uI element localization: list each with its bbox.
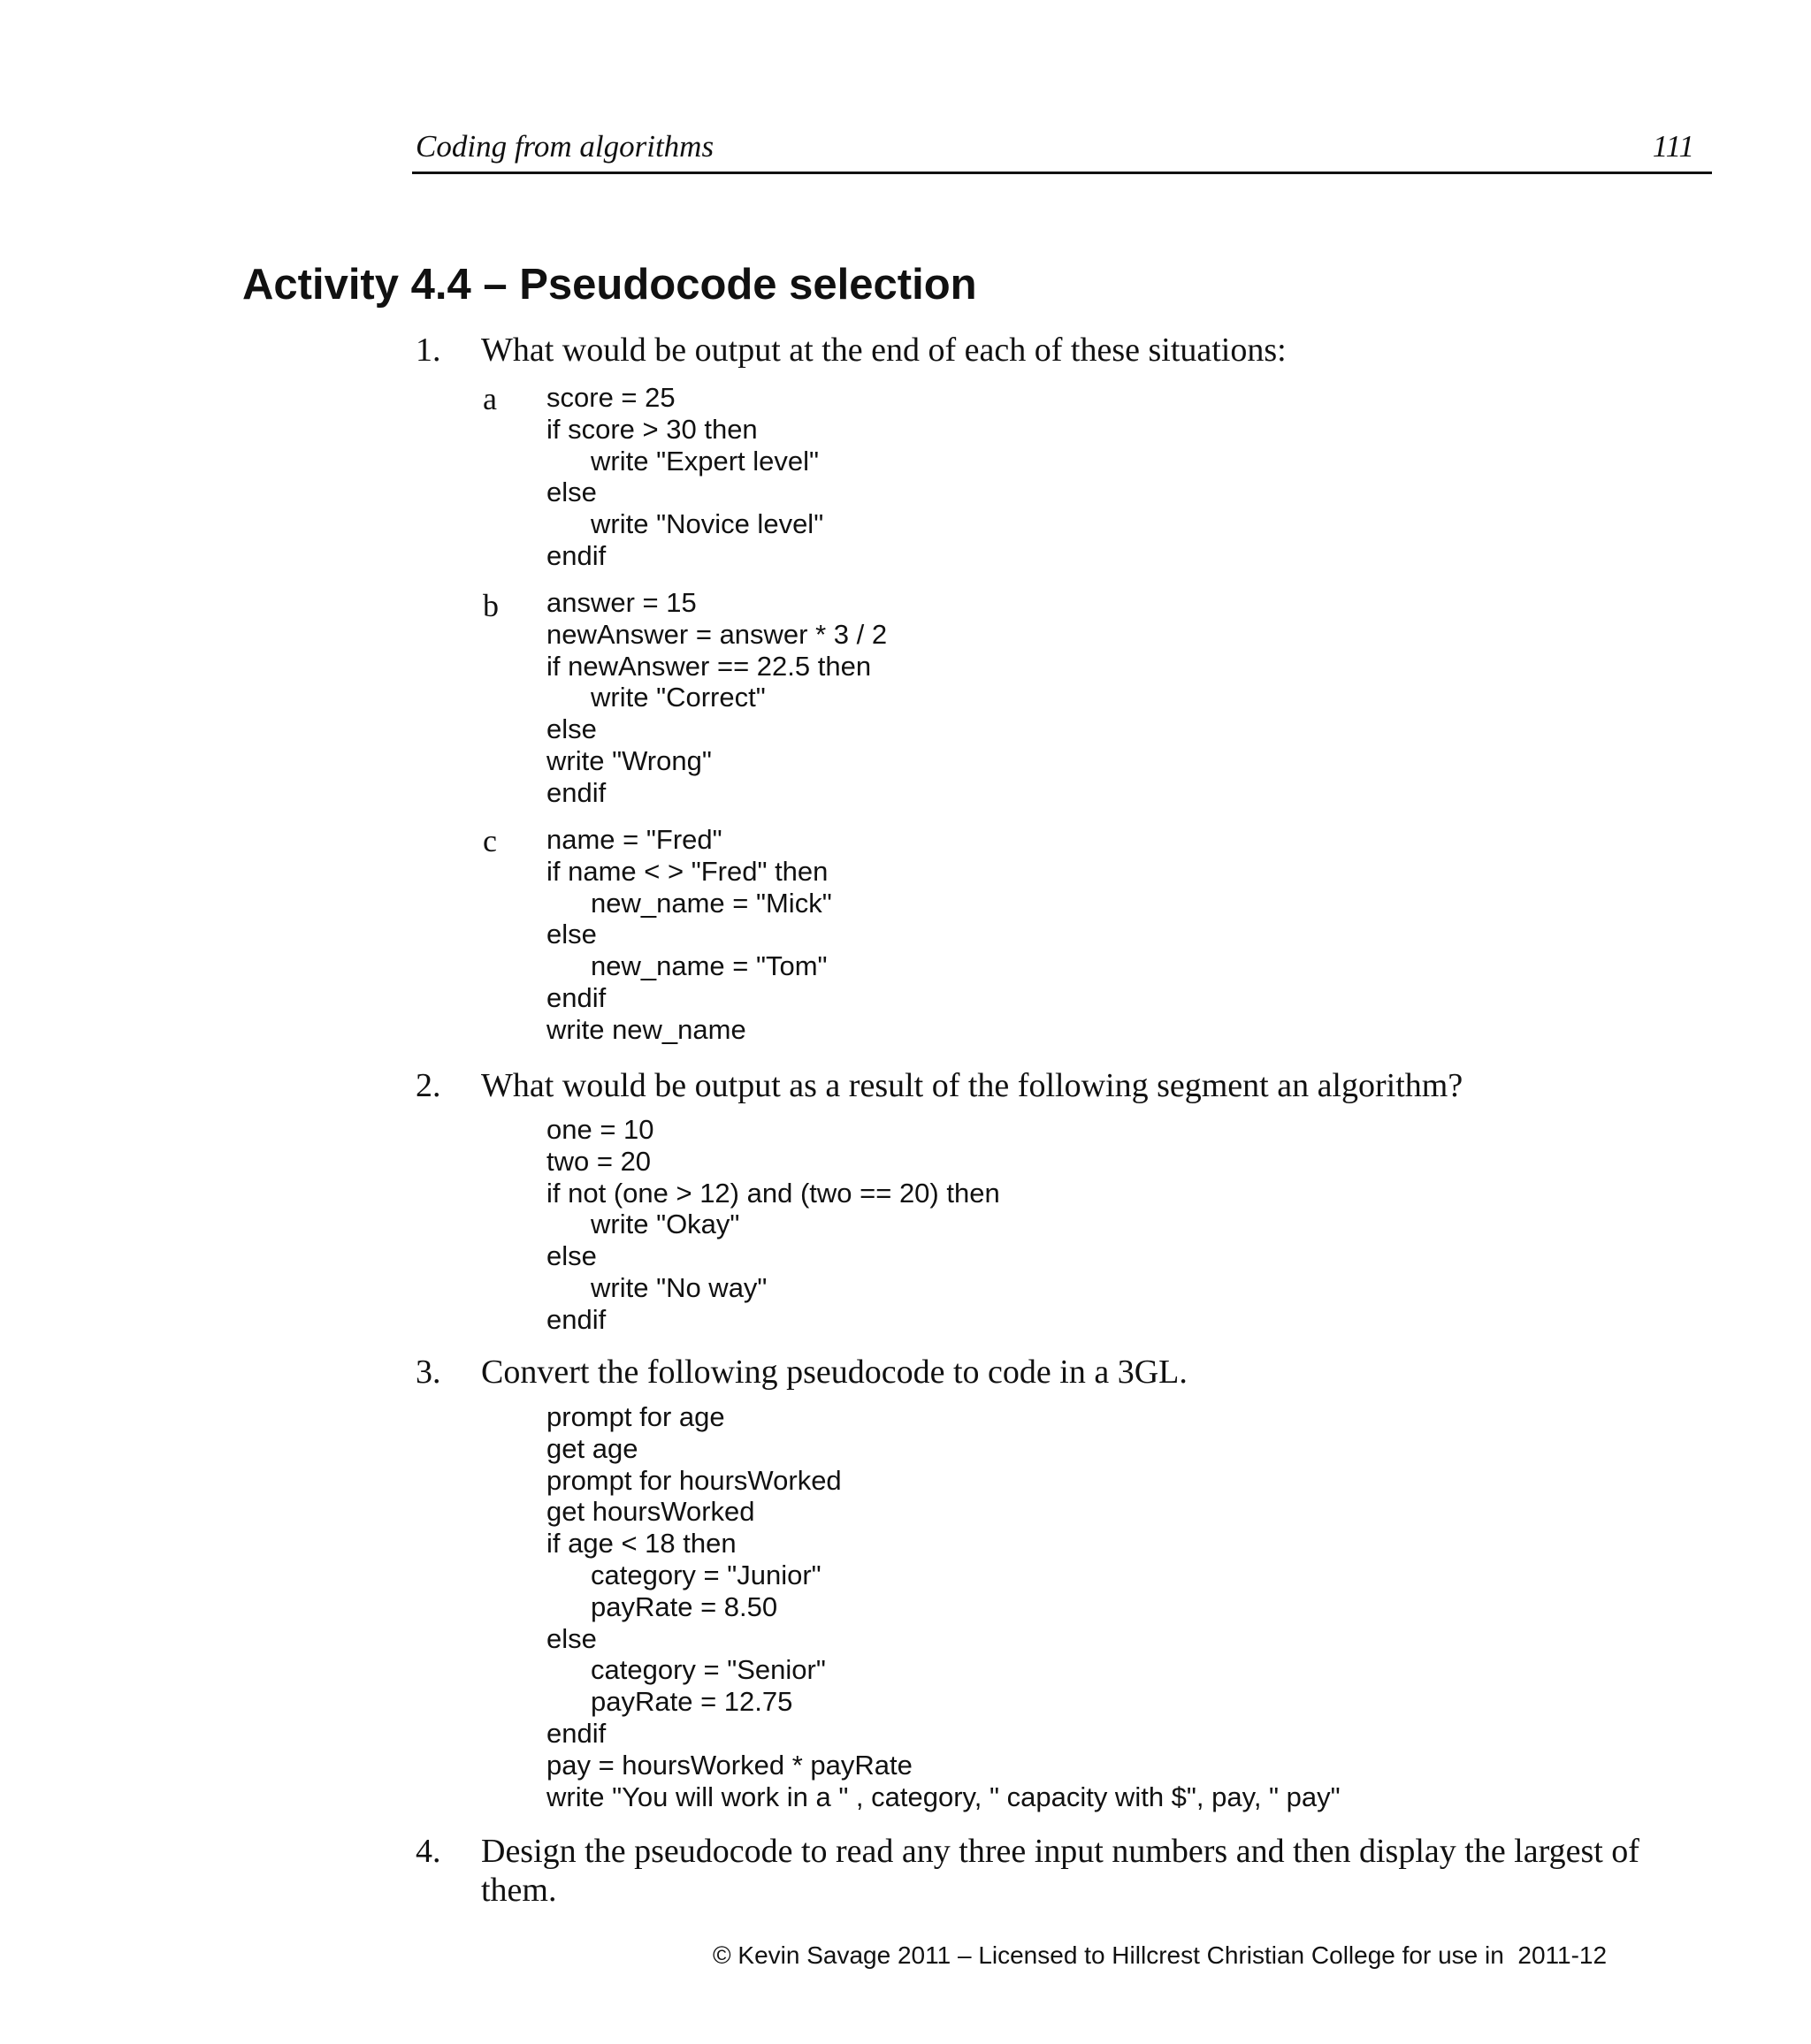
code-line: category = "Junior" bbox=[591, 1559, 821, 1590]
code-line: new_name = "Mick" bbox=[591, 887, 832, 919]
code-line: endif bbox=[546, 1303, 607, 1335]
question-text: What would be output at the end of each of these situations: bbox=[481, 332, 1287, 369]
code-line: prompt for hoursWorked bbox=[546, 1464, 842, 1496]
question-text: What would be output as a result of the following segment an algorithm? bbox=[481, 1067, 1463, 1104]
code-line: if name < > "Fred" then bbox=[546, 855, 829, 887]
code-line: else bbox=[546, 477, 597, 508]
code-block-1b bbox=[546, 587, 887, 809]
code-line: if newAnswer == 22.5 then bbox=[546, 650, 872, 682]
code-block-1c bbox=[546, 824, 832, 1046]
code-block-3 bbox=[546, 1401, 1341, 1812]
code-line: name = "Fred" bbox=[546, 824, 722, 855]
code-line: if age < 18 then bbox=[546, 1528, 737, 1560]
code-line: payRate = 12.75 bbox=[591, 1686, 793, 1718]
code-line: score = 25 bbox=[546, 382, 676, 413]
question-text: Convert the following pseudocode to code in a 3GL. bbox=[481, 1354, 1188, 1391]
code-line: two = 20 bbox=[546, 1145, 652, 1177]
code-line: else bbox=[546, 1622, 597, 1654]
code-line: get hoursWorked bbox=[546, 1496, 755, 1528]
code-line: write "Novice level" bbox=[591, 508, 824, 540]
code-line: payRate = 8.50 bbox=[591, 1590, 778, 1622]
code-line: one = 10 bbox=[546, 1114, 654, 1145]
question-number: 1. bbox=[416, 332, 441, 369]
question-number: 2. bbox=[416, 1067, 441, 1104]
code-line: if not (one > 12) and (two == 20) then bbox=[546, 1177, 1000, 1209]
code-line: write "You will work in a " , category, " capacity with $", pay, " pay" bbox=[546, 1781, 1341, 1812]
code-line: endif bbox=[546, 539, 607, 571]
code-block-2 bbox=[546, 1114, 1000, 1336]
question-number: 4. bbox=[416, 1833, 441, 1870]
part-label-c: c bbox=[483, 823, 497, 858]
code-line: write "No way" bbox=[591, 1271, 768, 1303]
code-line: new_name = "Tom" bbox=[591, 950, 828, 982]
code-block-1a bbox=[546, 382, 823, 572]
question-text: Design the pseudocode to read any three input numbers and then display the largest of them. bbox=[481, 1833, 1639, 1909]
question-number: 3. bbox=[416, 1354, 441, 1391]
code-line: else bbox=[546, 713, 597, 745]
code-line: endif bbox=[546, 1717, 607, 1749]
part-label-a: a bbox=[483, 381, 497, 416]
code-line: category = "Senior" bbox=[591, 1654, 826, 1686]
code-line: endif bbox=[546, 981, 607, 1013]
code-line: write "Wrong" bbox=[546, 744, 712, 776]
code-line: else bbox=[546, 1240, 597, 1272]
code-line: write "Okay" bbox=[591, 1209, 740, 1240]
code-line: newAnswer = answer * 3 / 2 bbox=[546, 618, 888, 650]
page-number: 111 bbox=[1652, 129, 1694, 164]
code-line: prompt for age bbox=[546, 1401, 725, 1432]
code-line: get age bbox=[546, 1432, 638, 1464]
code-line: write "Expert level" bbox=[591, 445, 820, 477]
running-header bbox=[412, 126, 1712, 174]
header-title: Coding from algorithms bbox=[416, 129, 714, 164]
code-line: answer = 15 bbox=[546, 587, 697, 618]
copyright-footer: © Kevin Savage 2011 – Licensed to Hillcrest Christian College for use in 2011-12 bbox=[713, 1941, 1608, 1969]
code-line: else bbox=[546, 919, 597, 950]
code-line: write "Correct" bbox=[591, 682, 766, 713]
code-line: pay = hoursWorked * payRate bbox=[546, 1749, 913, 1781]
part-label-b: b bbox=[483, 588, 499, 623]
code-line: if score > 30 then bbox=[546, 413, 758, 445]
activity-title: Activity 4.4 – Pseudocode selection bbox=[242, 261, 977, 309]
code-line: write new_name bbox=[546, 1013, 746, 1045]
code-line: endif bbox=[546, 776, 607, 808]
